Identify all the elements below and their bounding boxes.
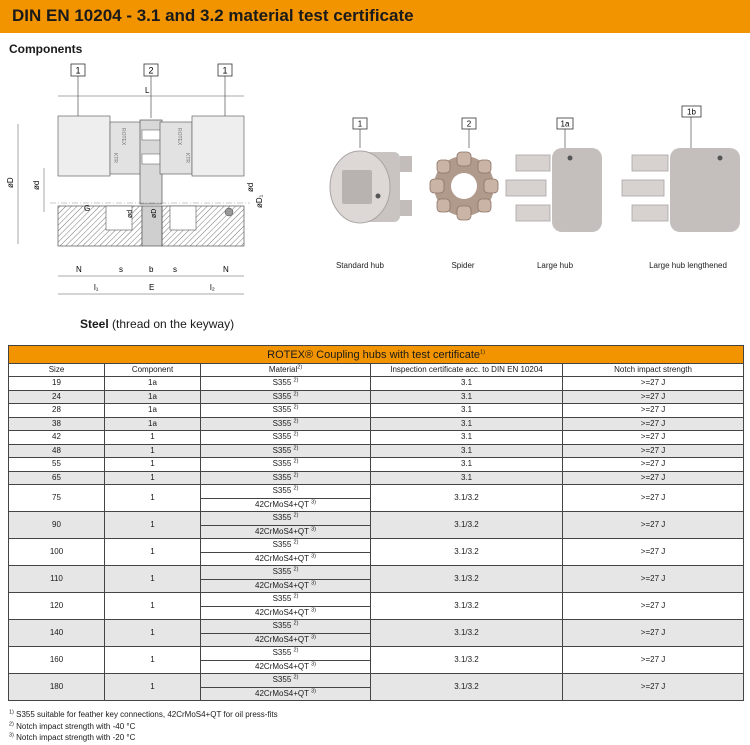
table-header-row (9, 364, 744, 377)
drawing-callout-label: 2 (148, 65, 154, 76)
cell-size: 19 (9, 377, 105, 391)
steel-note-rest: (thread on the keyway) (108, 317, 235, 331)
cell-size: 38 (9, 417, 105, 431)
steel-note (80, 317, 234, 331)
material-name: S355 (272, 513, 292, 523)
column-header: Inspection certificate acc. to DIN EN 10204 (371, 364, 563, 377)
cell-size: 48 (9, 444, 105, 458)
cell-material (201, 485, 371, 499)
footnote-mark: 1) (9, 709, 14, 716)
material-note: 3) (311, 661, 316, 668)
cell-material (201, 525, 371, 539)
drawing-callout-label: 1 (222, 65, 228, 76)
page-title-bar (0, 0, 750, 33)
dim-label-L: L (145, 86, 150, 95)
dim-label-N-right: N (223, 265, 229, 274)
cell-component: 1a (105, 377, 201, 391)
dim-label-G: G (84, 204, 91, 213)
material-note: 3) (311, 499, 316, 506)
cell-component: 1 (105, 444, 201, 458)
table-row (9, 512, 744, 526)
table-caption-text: ROTEX® Coupling hubs with test certificate (267, 348, 481, 361)
photo-callout (557, 118, 573, 148)
cell-size: 100 (9, 539, 105, 566)
cell-certificate: 3.1 (371, 404, 563, 418)
cell-material (201, 687, 371, 701)
photo-callout-label: 1b (687, 107, 696, 117)
drawing-callout (71, 64, 85, 120)
standard-hub-image (330, 151, 412, 223)
footnote-mark: 3) (9, 732, 14, 739)
cell-certificate: 3.1 (371, 458, 563, 472)
material-name: 42CrMoS4+QT (255, 526, 309, 536)
photo-caption: Large hub lengthened (649, 261, 727, 270)
components-heading: Components (9, 42, 83, 56)
cell-component: 1 (105, 512, 201, 539)
material-note: 2) (293, 445, 299, 452)
table-row (9, 485, 744, 499)
cell-material (201, 579, 371, 593)
drawing-callout-label: 1 (75, 65, 81, 76)
cell-component: 1 (105, 593, 201, 620)
cell-impact-strength: >=27 J (563, 444, 744, 458)
cell-material (201, 431, 371, 445)
table-row (9, 647, 744, 661)
material-name: S355 (272, 418, 292, 428)
table-row (9, 674, 744, 688)
material-name: 42CrMoS4+QT (255, 661, 309, 671)
cell-material (201, 458, 371, 472)
cell-size: 160 (9, 647, 105, 674)
cell-material (201, 566, 371, 580)
material-name: S355 (272, 378, 292, 388)
photo-callout-label: 1 (357, 119, 363, 129)
cell-certificate: 3.1/3.2 (371, 647, 563, 674)
cell-material (201, 444, 371, 458)
cell-impact-strength: >=27 J (563, 539, 744, 566)
dim-label-d-mid: ød (127, 209, 134, 218)
drawing-callout (218, 64, 232, 120)
cell-material (201, 633, 371, 647)
cell-impact-strength: >=27 J (563, 512, 744, 539)
table-row (9, 417, 744, 431)
cell-certificate: 3.1/3.2 (371, 485, 563, 512)
cell-certificate: 3.1 (371, 417, 563, 431)
cell-certificate: 3.1/3.2 (371, 620, 563, 647)
material-note: 3) (311, 553, 316, 560)
material-note: 2) (293, 539, 299, 546)
table-row (9, 404, 744, 418)
cell-component: 1 (105, 539, 201, 566)
material-name: S355 (272, 472, 292, 482)
material-note: 2) (293, 512, 299, 519)
material-note: 3) (311, 526, 316, 533)
cell-component: 1a (105, 404, 201, 418)
photo-callout (462, 118, 476, 148)
material-note: 2) (293, 620, 299, 627)
material-name: 42CrMoS4+QT (255, 688, 309, 698)
cell-material (201, 539, 371, 553)
cell-impact-strength: >=27 J (563, 417, 744, 431)
cell-material (201, 417, 371, 431)
column-header: Notch impact strength (563, 364, 744, 377)
page-title: DIN EN 10204 - 3.1 and 3.2 material test certificate (12, 6, 414, 25)
cell-certificate: 3.1 (371, 471, 563, 485)
spider-image (430, 152, 498, 220)
dim-label-D-left: øD (6, 177, 15, 188)
material-name: S355 (272, 486, 292, 496)
material-note: 3) (311, 580, 316, 587)
material-name: 42CrMoS4+QT (255, 634, 309, 644)
cell-impact-strength: >=27 J (563, 458, 744, 472)
cell-component: 1 (105, 485, 201, 512)
cell-component: 1 (105, 471, 201, 485)
cell-material (201, 606, 371, 620)
dim-label-DH: øD (151, 208, 158, 218)
cell-impact-strength: >=27 J (563, 593, 744, 620)
hub-stamp: ROTEX (176, 128, 182, 146)
material-note: 2) (293, 431, 299, 438)
dim-label-E: E (149, 283, 155, 292)
column-header-text: Material (268, 365, 298, 374)
material-note: 2) (293, 472, 299, 479)
table-row (9, 620, 744, 634)
cell-component: 1a (105, 390, 201, 404)
material-name: 42CrMoS4+QT (255, 553, 309, 563)
cell-certificate: 3.1 (371, 390, 563, 404)
material-note: 2) (293, 377, 299, 384)
hub-stamp: ROTEX (120, 128, 126, 146)
photo-callout (682, 106, 701, 148)
cell-material (201, 674, 371, 688)
material-name: S355 (272, 621, 292, 631)
material-name: S355 (272, 405, 292, 415)
dim-label-d-left: ød (32, 180, 41, 190)
cell-impact-strength: >=27 J (563, 620, 744, 647)
material-note: 2) (293, 647, 299, 654)
footnote-mark: 2) (9, 720, 14, 727)
cell-certificate: 3.1 (371, 377, 563, 391)
dim-label-l2: l₂ (210, 283, 215, 292)
cell-material (201, 620, 371, 634)
cell-material (201, 512, 371, 526)
material-note: 2) (293, 404, 299, 411)
material-note: 2) (293, 674, 299, 681)
large-hub-lengthened-image (622, 148, 740, 232)
material-name: S355 (272, 648, 292, 658)
hub-stamp: KTR (112, 153, 118, 163)
column-header (201, 364, 371, 377)
material-name: S355 (272, 675, 292, 685)
cell-size: 65 (9, 471, 105, 485)
material-note: 2) (293, 458, 299, 465)
material-note: 2) (293, 593, 299, 600)
cell-certificate: 3.1/3.2 (371, 674, 563, 701)
cell-material (201, 593, 371, 607)
cell-impact-strength: >=27 J (563, 566, 744, 593)
material-name: S355 (272, 432, 292, 442)
coupling-technical-drawing (6, 58, 264, 308)
cell-certificate: 3.1/3.2 (371, 566, 563, 593)
table-caption (9, 346, 744, 364)
component-photos (320, 100, 750, 290)
table-row (9, 566, 744, 580)
cell-component: 1 (105, 647, 201, 674)
cell-certificate: 3.1 (371, 431, 563, 445)
footnotes (9, 709, 278, 744)
photo-callout-label: 2 (466, 119, 472, 129)
table-row (9, 539, 744, 553)
cell-certificate: 3.1/3.2 (371, 512, 563, 539)
material-name: S355 (272, 391, 292, 401)
cell-material (201, 552, 371, 566)
photo-caption: Large hub (536, 261, 574, 270)
cell-impact-strength: >=27 J (563, 471, 744, 485)
dim-label-D1-right: øD₁ (255, 194, 264, 208)
material-name: 42CrMoS4+QT (255, 580, 309, 590)
cell-size: 24 (9, 390, 105, 404)
table-row (9, 431, 744, 445)
footnote-text: S355 suitable for feather key connections, 42CrMoS4+QT for oil press-fits (13, 710, 278, 719)
cell-size: 140 (9, 620, 105, 647)
cell-component: 1 (105, 674, 201, 701)
cell-impact-strength: >=27 J (563, 390, 744, 404)
cell-impact-strength: >=27 J (563, 674, 744, 701)
cell-material (201, 471, 371, 485)
cell-size: 120 (9, 593, 105, 620)
cell-material (201, 660, 371, 674)
material-note: 2) (293, 391, 299, 398)
cell-impact-strength: >=27 J (563, 485, 744, 512)
cell-material (201, 377, 371, 391)
large-hub-image (506, 148, 602, 232)
cell-component: 1a (105, 417, 201, 431)
table-body (9, 377, 744, 701)
material-name: S355 (272, 540, 292, 550)
material-name: S355 (272, 445, 292, 455)
cell-certificate: 3.1 (371, 444, 563, 458)
material-note: 2) (293, 566, 299, 573)
table-row (9, 593, 744, 607)
photo-caption: Spider (451, 261, 475, 270)
material-name: 42CrMoS4+QT (255, 607, 309, 617)
table-row (9, 471, 744, 485)
column-header: Component (105, 364, 201, 377)
cell-size: 55 (9, 458, 105, 472)
material-name: 42CrMoS4+QT (255, 499, 309, 509)
material-note: 2) (293, 485, 299, 492)
cell-material (201, 647, 371, 661)
cell-certificate: 3.1/3.2 (371, 539, 563, 566)
material-name: S355 (272, 459, 292, 469)
dim-label-s-left: s (119, 265, 123, 274)
table-row (9, 458, 744, 472)
footnote (9, 732, 278, 744)
footnote (9, 709, 278, 721)
cell-material (201, 498, 371, 512)
table-row (9, 444, 744, 458)
footnote-text: Notch impact strength with -40 °C (13, 721, 136, 731)
cell-component: 1 (105, 458, 201, 472)
dim-label-b: b (149, 265, 154, 274)
dim-label-s-right: s (173, 265, 177, 274)
cell-impact-strength: >=27 J (563, 377, 744, 391)
material-note: 3) (311, 634, 316, 641)
cell-certificate: 3.1/3.2 (371, 593, 563, 620)
cell-component: 1 (105, 566, 201, 593)
photo-callout-label: 1a (560, 119, 570, 129)
footnote-text: Notch impact strength with -20 °C (13, 733, 136, 742)
steel-note-bold: Steel (80, 317, 109, 331)
cell-size: 90 (9, 512, 105, 539)
material-name: S355 (272, 594, 292, 604)
column-header-note: 2) (297, 364, 303, 371)
table-caption-row (9, 346, 744, 364)
cell-component: 1 (105, 431, 201, 445)
material-name: S355 (272, 567, 292, 577)
table-caption-note: 1) (480, 348, 485, 355)
table-row (9, 377, 744, 391)
photo-callout (353, 118, 367, 148)
dim-label-d-right: ød (246, 182, 255, 192)
cell-impact-strength: >=27 J (563, 431, 744, 445)
cell-size: 42 (9, 431, 105, 445)
dim-label-N-left: N (76, 265, 82, 274)
dim-label-l1: l₁ (94, 283, 99, 292)
cell-material (201, 404, 371, 418)
material-note: 3) (311, 607, 316, 614)
hub-stamp: KTR (184, 153, 190, 163)
cell-size: 110 (9, 566, 105, 593)
cell-size: 75 (9, 485, 105, 512)
cell-size: 28 (9, 404, 105, 418)
column-header: Size (9, 364, 105, 377)
table-row (9, 390, 744, 404)
cell-material (201, 390, 371, 404)
footnote (9, 721, 278, 733)
material-note: 2) (293, 418, 299, 425)
material-note: 3) (311, 688, 316, 695)
cell-component: 1 (105, 620, 201, 647)
cell-impact-strength: >=27 J (563, 647, 744, 674)
coupling-hubs-table (8, 345, 744, 701)
cell-impact-strength: >=27 J (563, 404, 744, 418)
photo-caption: Standard hub (335, 261, 385, 270)
cell-size: 180 (9, 674, 105, 701)
